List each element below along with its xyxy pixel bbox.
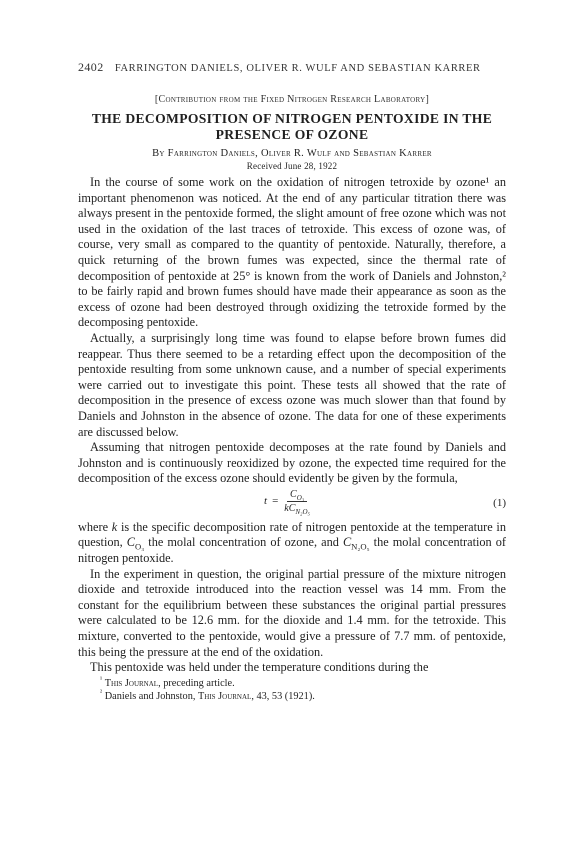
- running-head: [78, 60, 506, 75]
- formula-fraction: [284, 489, 310, 514]
- page-number: 2402: [78, 60, 104, 74]
- formula: [264, 489, 310, 514]
- equation-1: [78, 488, 506, 518]
- paragraph-5: In the experiment in question, the original partial pressure of the mixture nitrogen dioxide and tetroxide introduced into the reaction vessel was 14 mm. From the constant for the equilibrium between these substances the original partial pressures were calculated to be 12.6 mm. for the dioxide and 1.4 mm. for the tetroxide. This mixture, converted to the pentoxide, would give a pressure of 7.7 mm. of pentoxide, this being the pressure at the end of the oxidation.: [78, 566, 506, 659]
- where-text-2: is the specific decomposition rate of nitrogen pentoxide at the temperature in question,: [78, 519, 506, 550]
- footnote-2: [100, 690, 506, 703]
- footnote-2-mark: ²: [100, 688, 103, 697]
- footnote-2-journal: This Journal: [198, 690, 252, 702]
- symbol-c-ozone: C: [126, 535, 135, 550]
- footnote-1-mark: ¹: [100, 675, 103, 684]
- contribution-line: [Contribution from the Fixed Nitrogen Research Laboratory]: [154, 94, 430, 105]
- journal-page: [78, 60, 506, 703]
- byline: By Farrington Daniels, Oliver R. Wulf and Sebastian Karrer: [152, 148, 432, 159]
- paragraph-2: Actually, a surprisingly long time was found to elapse before brown fumes did reappear. Thus there seemed to be a retarding effect upon the decomposition of the pentoxide resulting from some unknown cause, and a number of special experiments were carried out to investigate this point. These tests all showed that the rate of decomposition in the presence of excess ozone was much slower than that found by Daniels and Johnston in the absence of ozone. The data for one of these experiments are discussed below.: [78, 330, 506, 439]
- footnote-1: [100, 677, 506, 690]
- received-date: Received June 28, 1922: [246, 161, 338, 171]
- formula-lhs: t: [264, 495, 268, 508]
- symbol-k: k: [111, 519, 118, 534]
- numerator-subscript: O₃: [296, 493, 305, 502]
- paragraph-1: In the course of some work on the oxidation of nitrogen tetroxide by ozone¹ an important phenomenon was noticed. At the end of any particular titration there was always present in the pentoxide formed, the slight amount of free ozone which was not used in the oxidation of the last traces of tetroxide. This excess of ozone was, of course, very small as compared to the quantity of pentoxide. Naturally, therefore, a quick returning of the brown fumes was expected, since the thermal rate of decomposition of pentoxide at 25° is known from the work of Daniels and Johnston,² to be fairly rapid and brown fumes should have made their appearance as soon as the excess of ozone had been destroyed through oxidizing the tetroxide formed by the decomposing pentoxide.: [78, 175, 506, 330]
- subscript-pentoxide: N₂O₅: [351, 541, 370, 552]
- footnote-1-journal: This Journal: [104, 677, 159, 689]
- denominator-subscript: N₂O₅: [295, 507, 310, 516]
- footnotes: [78, 677, 506, 703]
- where-text-1: where: [78, 519, 112, 534]
- formula-equals: =: [272, 495, 279, 508]
- equation-number: (1): [493, 496, 506, 509]
- denominator-symbol: kC: [284, 502, 296, 514]
- paragraph-6: This pentoxide was held under the temperature conditions during the: [90, 660, 429, 675]
- numerator-symbol: C: [290, 488, 297, 500]
- subscript-ozone: O₃: [135, 541, 145, 552]
- paragraph-3: Assuming that nitrogen pentoxide decomposes at the rate found by Daniels and Johnston and is continuously reoxidized by ozone, the expected time required for the decomposition of the excess ozone should evidently be given by the formula,: [78, 440, 506, 486]
- formula-numerator: [287, 489, 307, 502]
- footnote-2-text: , 43, 53 (1921).: [251, 690, 315, 702]
- footnote-2-authors: Daniels and Johnston,: [104, 690, 198, 702]
- running-head-authors: FARRINGTON DANIELS, OLIVER R. WULF AND SEBASTIAN KARRER: [114, 63, 481, 74]
- article-title: THE DECOMPOSITION OF NITROGEN PENTOXIDE IN THE PRESENCE OF OZONE: [91, 111, 493, 142]
- symbol-c-pentoxide: C: [342, 535, 352, 550]
- formula-denominator: [284, 502, 310, 514]
- footnote-1-text: , preceding article.: [158, 677, 235, 689]
- paragraph-4: [78, 520, 506, 567]
- where-text-3: the molal concentration of ozone, and: [144, 535, 343, 550]
- where-text-4: the molal concentration of nitrogen pentoxide.: [78, 535, 506, 566]
